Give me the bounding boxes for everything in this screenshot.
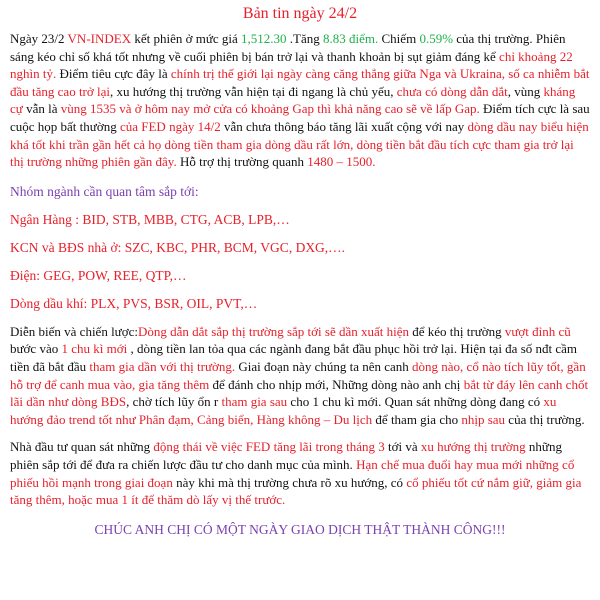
sector-oil-gas: Dòng dầu khí: PLX, PVS, BSR, OIL, PVT,… bbox=[10, 295, 258, 311]
text-run: bắt từ đáy lên canh chốt lãi dần như dòng BĐS bbox=[10, 376, 589, 410]
text-run: 1 chu kì mới bbox=[61, 341, 128, 357]
text-run: 8.83 điểm. bbox=[323, 31, 379, 46]
text-run: Diễn biến và chiến lược: bbox=[10, 323, 138, 339]
text-run: xu hướng thị trường bbox=[420, 439, 526, 455]
closing-message: CHÚC ANH CHỊ CÓ MỘT NGÀY GIAO DỊCH THẬT THÀNH CÔNG!!! bbox=[94, 521, 506, 537]
text-run: dòng nào, cổ nào tích lũy tốt, gần hỗ trợ để canh mua vào, gia tăng thêm bbox=[10, 358, 586, 392]
text-run: kháng cự bbox=[10, 83, 576, 117]
text-run: tham gia dần với thị trường. bbox=[89, 358, 236, 374]
text-run: , xu hướng thị trường vẫn hiện tại đi ngang là chủ yếu, bbox=[110, 83, 397, 99]
text-run: Ngày 23/2 bbox=[10, 31, 68, 46]
text-run: này khi mà thị trường chưa rõ xu hướng, có bbox=[172, 474, 407, 490]
text-run: cho 1 chu kì mới. Quan sát những dòng đang có bbox=[287, 394, 544, 410]
text-run: để kéo thị trường bbox=[409, 323, 505, 339]
text-run: của FED ngày 14/2 bbox=[119, 118, 221, 134]
bulletin-title: Bản tin ngày 24/2 bbox=[242, 5, 358, 22]
text-run: chưa có dòng dẫn dắt bbox=[396, 83, 508, 99]
text-run: 1480 – 1500. bbox=[307, 154, 376, 170]
text-run: Điểm tích cực là sau cuộc họp bất thường bbox=[10, 101, 590, 134]
text-run: vùng 1535 và ở hôm nay mở cửa có khoảng Gap thì khả năng cao sẽ về lấp Gap. bbox=[60, 101, 480, 117]
sector-section-title: Nhóm ngành cần quan tâm sắp tới: bbox=[10, 183, 199, 199]
text-run: 0.59% bbox=[419, 31, 454, 46]
text-run: Hạn chế mua đuổi hay mua mới những cổ phiếu hồi mạnh trong giai đoạn bbox=[10, 456, 575, 490]
text-run: , vùng bbox=[507, 83, 544, 99]
text-run: Chiếm bbox=[378, 31, 420, 46]
text-run: dòng dầu nay biểu hiện khá tốt khi trần gần hết cả họ dòng tiền tham gia dòng dầu rất lớn, dòng tiền bắt đầu tích cực tham gia trở lại thị trường những phiên gần đây. bbox=[10, 118, 589, 170]
text-run: chỉ khoảng 22 nghìn tỷ. bbox=[10, 48, 573, 82]
market-summary-paragraph bbox=[10, 30, 590, 171]
text-run: VN-INDEX bbox=[67, 31, 132, 46]
text-run: Dòng dẫn dắt sắp thị trường sắp tới sẽ dần xuất hiện bbox=[138, 323, 409, 339]
text-run: nhịp sau bbox=[461, 411, 506, 427]
text-run: Điểm tiêu cực đây là bbox=[56, 66, 171, 82]
text-run: chính trị thế giới lại ngày càng căng thẳng giữa Nga và Ukraina, số ca nhiễm bắt đầu tăng cao trở lại bbox=[10, 66, 590, 99]
text-run: vẫn là bbox=[22, 101, 61, 117]
text-run: bước vào bbox=[10, 341, 62, 357]
text-run: để tham gia cho bbox=[372, 411, 462, 427]
text-run: Giai đoạn này chúng ta nên canh bbox=[235, 358, 413, 374]
text-run: động thái về việc FED tăng lãi trong tháng 3 bbox=[153, 439, 385, 455]
text-run: tới và bbox=[384, 439, 421, 455]
text-run: xu hướng đảo trend tốt như Phân đạm, Cảng biển, Hàng không – Du lịch bbox=[10, 394, 557, 427]
text-run: Hỗ trợ thị trường quanh bbox=[176, 154, 308, 170]
text-run: , chờ tích lũy ổn r bbox=[126, 394, 222, 410]
text-run: để đánh cho nhịp mới, Những dòng nào anh chị bbox=[209, 376, 464, 392]
text-run: vẫn chưa thông báo tăng lãi xuất cộng với nay bbox=[220, 118, 468, 134]
text-run: vượt đỉnh cũ bbox=[504, 323, 571, 339]
sector-industrial-realestate: KCN và BĐS nhà ở: SZC, KBC, PHR, BCM, VGC, DXG,…. bbox=[10, 239, 346, 255]
text-run: tham gia sau bbox=[221, 394, 288, 410]
strategy-paragraph bbox=[10, 323, 590, 429]
text-run: cổ phiếu tốt cứ nắm giữ, giảm gia tăng thêm, hoặc mua 1 ít để thăm dò lấy vị thế trước. bbox=[10, 474, 582, 508]
text-run: những phiên sắp tới để đưa ra chiến lược đầu tư cho danh mục của mình. bbox=[10, 439, 562, 472]
text-run: Nhà đầu tư quan sát những bbox=[10, 439, 154, 455]
text-run: của thị trường. bbox=[505, 411, 585, 427]
text-run: .Tăng bbox=[286, 31, 324, 46]
text-run: của thị trường. Phiên sáng kéo chỉ số khá tốt nhưng về cuối phiên bị bán trở lại và thanh khoản bị sụt giảm đáng kể bbox=[10, 31, 566, 64]
text-run: , dòng tiền lan tỏa qua các ngành đang bắt đầu phục hồi trở lại. Hiện tại đa số nđt cầm tiền đã bắt đầu bbox=[10, 341, 578, 374]
investor-advice-paragraph bbox=[10, 438, 590, 508]
sector-banking: Ngân Hàng : BID, STB, MBB, CTG, ACB, LPB,… bbox=[10, 211, 290, 227]
sector-power: Điện: GEG, POW, REE, QTP,… bbox=[10, 267, 187, 283]
text-run: 1,512.30 bbox=[241, 31, 287, 46]
text-run: kết phiên ở mức giá bbox=[131, 31, 242, 46]
